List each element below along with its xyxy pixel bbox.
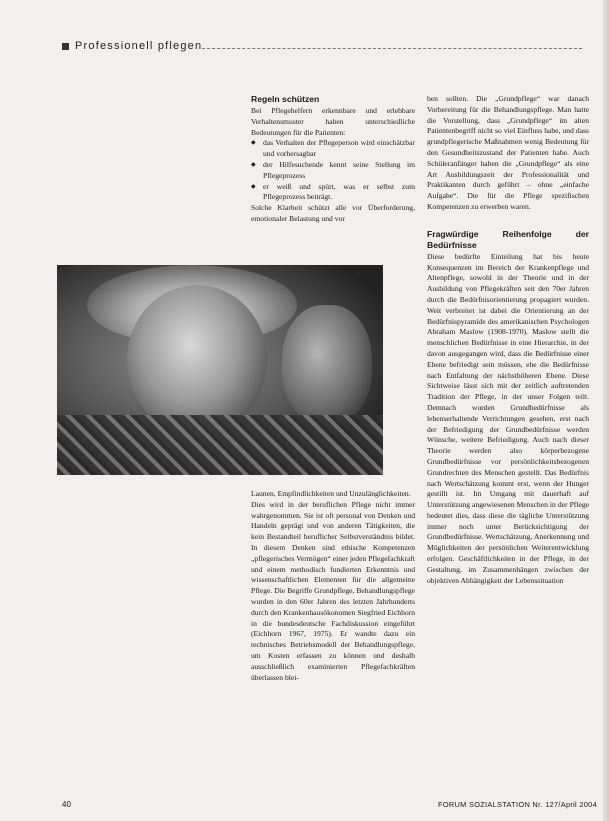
paragraph-continued: Launen, Empfindlichkeiten und Unzulänglichkeiten.: [251, 489, 411, 498]
column-right: [427, 94, 589, 806]
photo-clothing-pattern: [57, 415, 383, 475]
paragraph-continued: ben sollten. Die „Grundpflege“ war danach Vorbereitung für die Behandlungspflege. Man hatte die Vorstellung, dass „Grundpflege“ im alten Patientenbegriff nicht so viel Einfluss habe, und dass grundpflegerische Maßnahmen wenig Bedeutung für den Gesundheitszustand der Patienten habe. Auch Schüleranfänger haben die „Grundpflege“ als eine Art Ausbildungszeit der Professionalität und Praktikanten durch geführt – ohne „einfache Aufgabe“. Die für die Pflege spezifischen Kompetenzen zu erwerben waren.: [427, 94, 589, 211]
bullet-list: [251, 138, 415, 203]
column-left-top: [251, 94, 415, 264]
column-left-bottom: [251, 489, 415, 809]
list-item: ◆ der Hilfesuchende kennt seine Stellung im Pflegeprozess: [251, 160, 415, 182]
subheading-regeln: Regeln schützen: [251, 94, 320, 104]
paragraph-outro: Solche Klarheit schützt alle vor Überforderung, emotionaler Belastung und vor: [251, 203, 415, 223]
section-square-icon: [62, 43, 69, 50]
section-header: [62, 40, 582, 56]
header-rule: [202, 48, 582, 49]
list-item: ◆ das Verhalten der Pflegeperson wird einschätzbar und vorhersagbar: [251, 138, 415, 160]
page-number: 40: [62, 800, 71, 809]
paragraph-intro: Bei Pflegehelfern erkennbare und erlebbare Verhaltensmuster haben unterschiedliche Bedeutungen für die Patienten:: [251, 106, 415, 137]
photo-face-elderly: [127, 285, 267, 435]
section-title: Professionell pflegen: [75, 40, 203, 52]
paragraph-body: Dies wird in der beruflichen Pflege nicht immer wahrgenommen. Sie ist oft personal von Denken und Handeln geprägt und von anderen Tätigkeiten, die kein Bestandteil beruflicher Selbstverständnis bildet. In diesem Denken sind ethische Kompetenzen „pflegerisches Vermögen“ einer jeden Pflegefachkraft und einem methodisch fundierten Erkenntnis und wissenschaftlichen Elementen für die allgemeine Pflege. Die Begriffe Grundpflege, Behandlungspflege wurden in den 60er Jahren des letzten Jahrhunderts durch den Krankenhausökonomen Siegfried Eichhorn in die bundesdeutsche Fachdiskussion eingeführt (Eichhorn 1967, 1975). Er wandte dazu ein technisches Betriebsmodell der Behandlungspflege, um Kosten erfassen zu können und deshalb ausschließlich examinierten Pflegefachkräften überlassen blei-: [251, 499, 415, 682]
photo-elderly-woman-and-caregiver: [57, 265, 383, 475]
journal-footer: FORUM SOZIALSTATION Nr. 127/April 2004: [438, 800, 597, 809]
list-item: ◆ er weiß und spürt, was er selbst zum Pflegeprozess beiträgt.: [251, 182, 415, 204]
photo-face-caregiver: [282, 305, 372, 425]
page-edge-shadow: [603, 0, 609, 821]
subheading-reihenfolge: Fragwürdige Reihenfolge der Bedürfnisse: [427, 228, 589, 250]
paragraph-body: Diese bedürfte Einteilung hat bis heute Konsequenzen im Bereich der Krankenpflege und Altenpflege, sowohl in der Theorie und in der Ausbildung von Pflegekräften seit den 70er Jahren durch die Bedürfnisorientierung propagiert wurden. Weit verbreitet ist dabei die Orientierung an der Bedürfnispyramide des amerikanischen Psychologen Abraham Maslow (1908-1970). Maslow stellt die menschlichen Bedürfnisse in eine Hierarchie, in der davon ausgegangen wird, dass die Bedürfnisse einer Ebene befriedigt sein müssen, ehe die Bedürfnisse nach Entfaltung der nächsthöheren Ebene. Diese Sichtweise lässt sich mit der zeitlich auftretenden Tradition der Pflege, in der unser Folgen teilt. Demnach wurden Grundbedürfnisse als lebenserhaltende Verrichtungen gesehen, erst nach der Befriedigung der Grundbedürfnisse werden Wünsche, weitere Befriedigung. Auch nach dieser Theorie werden also körperbezogene Grundbedürfnisse vor persönlichkeitsbezogenen Grundrechten des Menschen gestellt. Das Bedürfnis nach Wertschätzung kommt erst, wenn der Hunger gestillt ist. Im Umgang mit dauerhaft auf Unterstützung angewiesenen Menschen in der Pflege bedeutet dies, dass diese die tägliche Unterstützung immer noch unter Berücksichtigung der Grundbedürfnisse. Wertschätzung, Anerkennung und Möglichkeiten der persönlichen Weiterentwicklung erfolgen. Geschäftlichkeiten in der Pflege, in der Gestaltung, im Zusammenhängen zwischen der objektiven Abhängigkeit der Lebenssituation: [427, 251, 589, 585]
